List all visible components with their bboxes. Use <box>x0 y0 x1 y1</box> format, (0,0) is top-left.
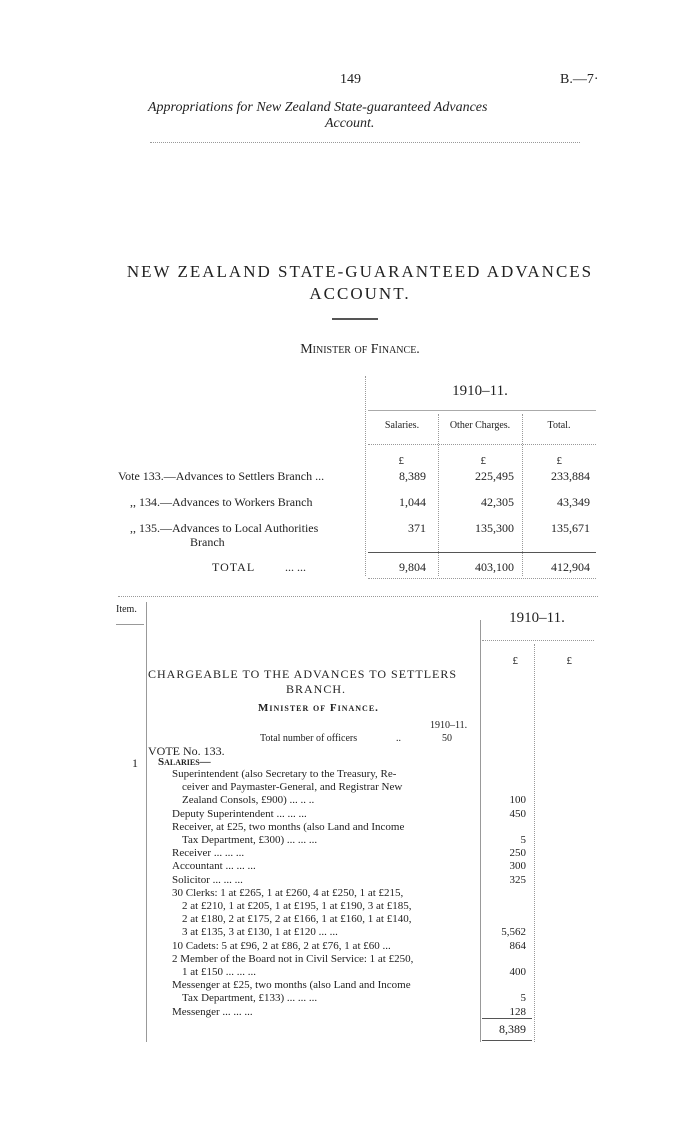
salary-line-text: 2 Member of the Board not in Civil Service: 1 at £250, <box>172 953 414 965</box>
subtotal-rule <box>482 1018 532 1019</box>
officers-year: 1910–11. <box>430 720 468 731</box>
header-rule <box>150 142 580 143</box>
detail-year: 1910–11. <box>509 610 565 626</box>
officers-dots: .. <box>396 733 401 744</box>
summary-row-total: 135,671 <box>551 521 590 535</box>
salaries-heading: Salaries— <box>158 756 211 768</box>
summary-row-label: ,, 134.—Advances to Workers Branch <box>130 495 313 509</box>
salary-line-amount: 450 <box>509 808 526 820</box>
currency-symbol: £ <box>566 655 572 667</box>
salary-line-text: Zealand Consols, £900) ... .. .. <box>182 794 315 806</box>
summary-total-rule <box>368 552 596 553</box>
salary-line-text: 30 Clerks: 1 at £265, 1 at £260, 4 at £250, 1 at £215, <box>172 887 404 899</box>
summary-row-total: 43,349 <box>557 495 590 509</box>
salary-line-text: Receiver, at £25, two months (also Land and Income <box>172 821 405 833</box>
running-title-continued: Account. <box>325 116 375 131</box>
summary-row-salaries: 371 <box>408 521 426 535</box>
summary-year-rule <box>368 410 596 411</box>
summary-total-total: 412,904 <box>551 560 590 574</box>
item-column-header: Item. <box>116 604 137 615</box>
section-title: CHARGEABLE TO THE ADVANCES TO SETTLERS <box>148 667 458 681</box>
summary-row-label-continued: Branch <box>190 535 225 549</box>
running-title: Appropriations for New Zealand State-guaranteed Advances <box>148 100 488 115</box>
officers-count: 50 <box>442 733 452 744</box>
salary-line-text: 2 at £180, 2 at £175, 2 at £166, 1 at £160, 1 at £140, <box>182 913 412 925</box>
salary-line-text: Superintendent (also Secretary to the Treasury, Re- <box>172 768 397 780</box>
summary-row-label: Vote 133.—Advances to Settlers Branch ... <box>118 469 325 483</box>
currency-symbol: £ <box>398 455 404 467</box>
summary-divider <box>365 376 366 576</box>
salary-line-amount: 128 <box>509 1006 526 1018</box>
summary-total-other: 403,100 <box>475 560 514 574</box>
section-separator <box>118 596 598 597</box>
detail-minister-heading: Minister of Finance. <box>258 702 379 714</box>
currency-symbol: £ <box>512 655 518 667</box>
summary-year: 1910–11. <box>452 383 508 399</box>
salary-line-text: 1 at £150 ... ... ... <box>182 966 256 978</box>
salary-line-text: Tax Department, £133) ... ... ... <box>182 992 318 1004</box>
summary-row-total: 233,884 <box>551 469 590 483</box>
salary-line-text: Messenger ... ... ... <box>172 1006 253 1018</box>
salary-line-amount: 300 <box>509 860 526 872</box>
salaries-subtotal: 8,389 <box>499 1022 526 1036</box>
summary-header-rule <box>368 444 596 445</box>
summary-row-other: 135,300 <box>475 521 514 535</box>
salary-line-text: 10 Cadets: 5 at £96, 2 at £86, 2 at £76, 1 at £60 ... <box>172 940 391 952</box>
summary-total-dots: ... ... <box>285 560 306 574</box>
column-header-other-charges: Other Charges. <box>449 420 511 431</box>
summary-total-salaries: 9,804 <box>399 560 426 574</box>
summary-row-label: ,, 135.—Advances to Local Authorities <box>130 521 319 535</box>
summary-total-label: TOTAL <box>212 560 256 574</box>
title-rule <box>332 318 378 320</box>
document-reference: B.—7· <box>560 72 599 87</box>
item-header-rule <box>116 624 144 625</box>
detail-year-rule <box>482 640 594 641</box>
salary-line-amount: 864 <box>509 940 526 952</box>
amount-subcolumn-divider <box>534 644 535 1042</box>
document-title: NEW ZEALAND STATE-GUARANTEED ADVANCES <box>126 262 594 281</box>
summary-bottom-rule <box>368 578 596 579</box>
salary-line-text: Tax Department, £300) ... ... ... <box>182 834 318 846</box>
column-header-total: Total. <box>547 420 571 431</box>
item-column-divider <box>146 602 147 1042</box>
salary-line-text: Solicitor ... ... ... <box>172 874 243 886</box>
summary-row-other: 42,305 <box>481 495 514 509</box>
amount-column-divider <box>480 620 481 1042</box>
officers-label: Total number of officers <box>260 733 358 744</box>
currency-symbol: £ <box>556 455 562 467</box>
vote-heading: VOTE No. 133. <box>148 744 225 758</box>
summary-row-other: 225,495 <box>475 469 514 483</box>
summary-row-salaries: 1,044 <box>399 495 426 509</box>
salary-line-text: Deputy Superintendent ... ... ... <box>172 808 307 820</box>
page-number: 149 <box>340 72 361 87</box>
salary-line-amount: 5 <box>520 834 526 846</box>
salary-line-text: Accountant ... ... ... <box>172 860 256 872</box>
item-number: 1 <box>132 756 138 770</box>
salary-line-amount: 100 <box>509 794 526 806</box>
salary-line-text: 2 at £210, 1 at £205, 1 at £195, 1 at £190, 3 at £185, <box>182 900 412 912</box>
salary-line-amount: 325 <box>509 874 526 886</box>
subtotal-bottom-rule <box>482 1040 532 1041</box>
salary-line-amount: 400 <box>509 966 526 978</box>
summary-row-salaries: 8,389 <box>399 469 426 483</box>
salary-line-text: ceiver and Paymaster-General, and Registrar New <box>182 781 403 793</box>
salary-line-text: 3 at £135, 3 at £130, 1 at £120 ... ... <box>182 926 338 938</box>
salary-line-text: Messenger at £25, two months (also Land and Income <box>172 979 411 991</box>
currency-symbol: £ <box>480 455 486 467</box>
salary-line-amount: 5 <box>520 992 526 1004</box>
document-title-continued: ACCOUNT. <box>309 284 411 303</box>
salary-line-amount: 250 <box>509 847 526 859</box>
column-header-salaries: Salaries. <box>384 420 420 431</box>
minister-heading: Minister of Finance. <box>300 342 420 357</box>
section-title-continued: BRANCH. <box>286 682 347 696</box>
salary-line-amount: 5,562 <box>501 926 526 938</box>
salary-line-text: Receiver ... ... ... <box>172 847 245 859</box>
